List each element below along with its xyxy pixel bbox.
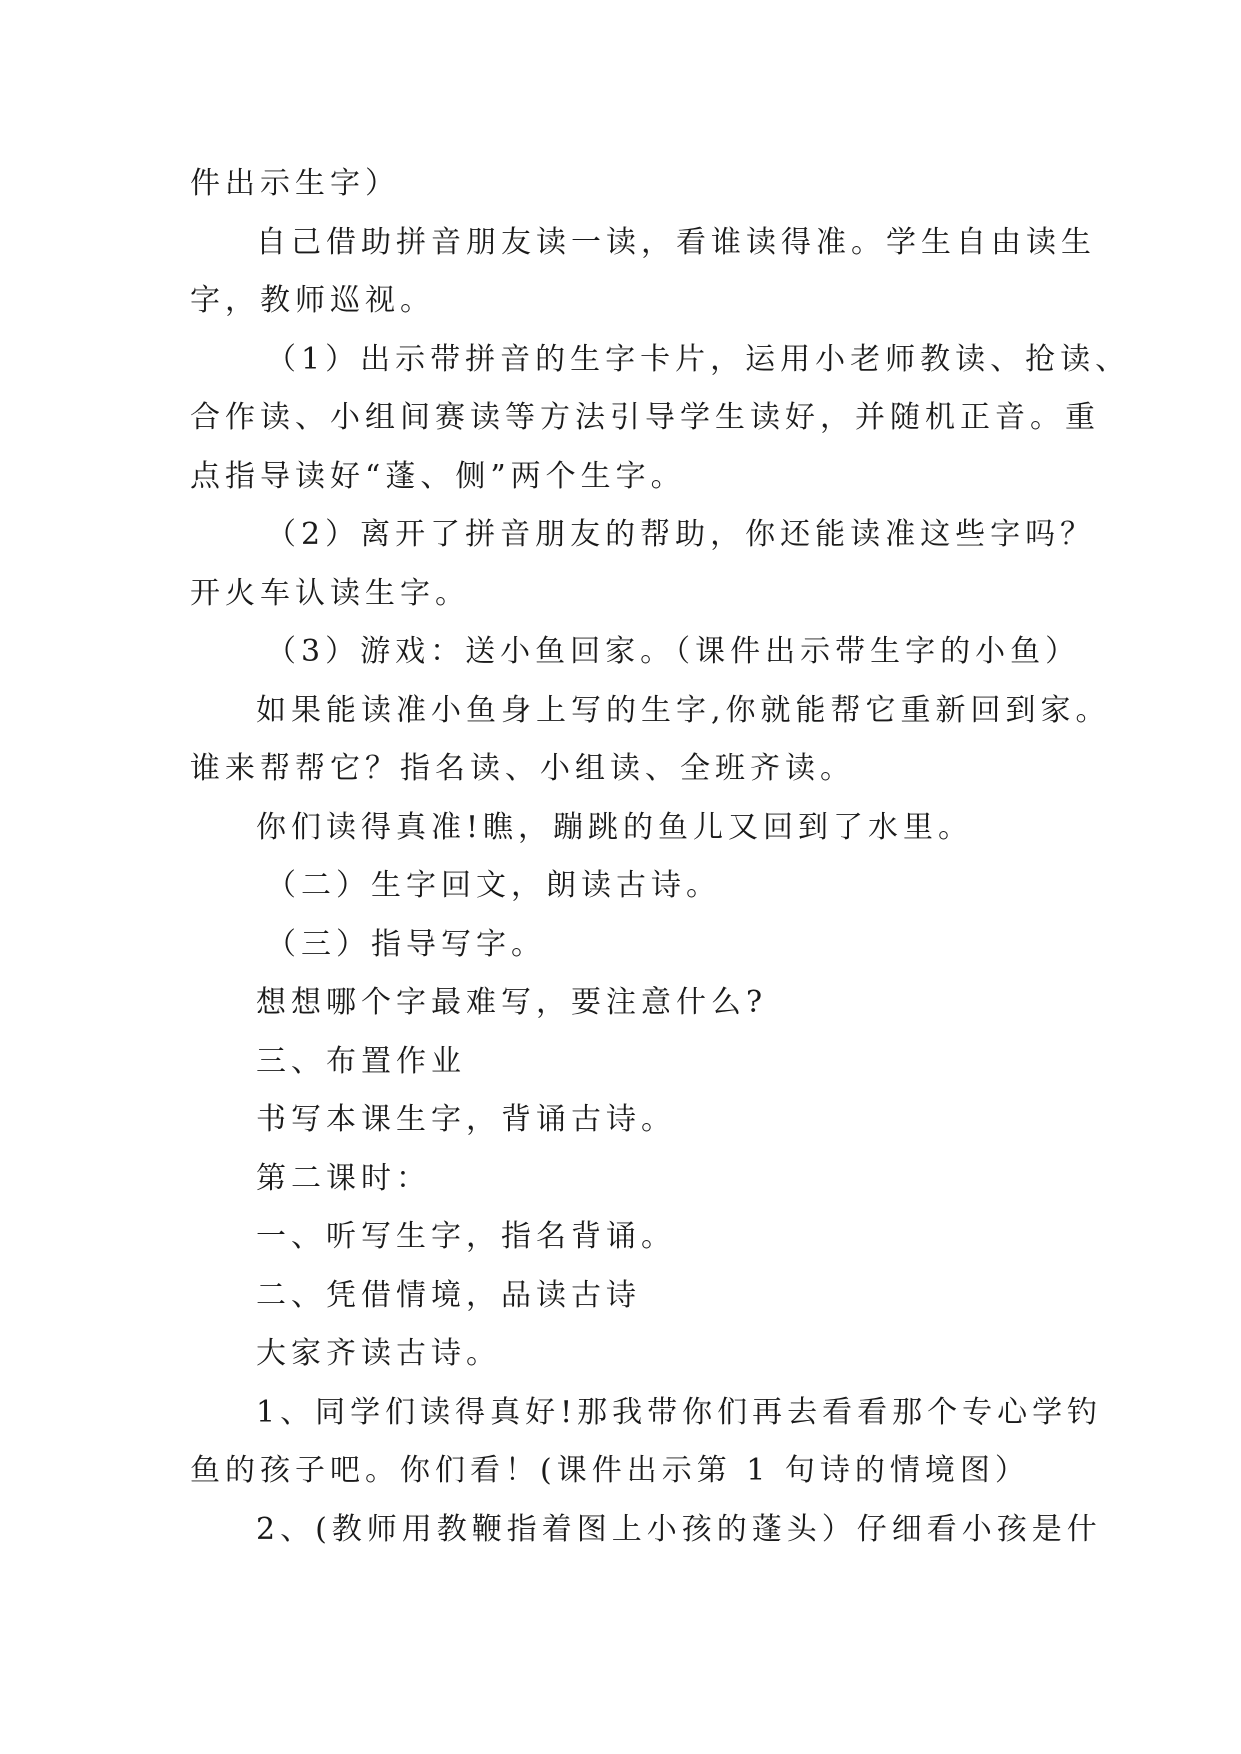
section-heading: 三、布置作业 — [256, 1043, 466, 1079]
text-line: （3）游戏：送小鱼回家。（课件出示带生字的小鱼） — [266, 634, 1081, 669]
text-line: 想想哪个字最难写，要注意什么? — [256, 985, 768, 1020]
text-line: 书写本课生字，背诵古诗。 — [256, 1102, 676, 1137]
text-line: 2、(教师用教鞭指着图上小孩的蓬头）仔细看小孩是什 — [256, 1511, 1102, 1547]
text-line: 件出示生字） — [190, 166, 400, 201]
section-heading: 一、听写生字，指名背诵。 — [256, 1219, 676, 1254]
text-line: 鱼的孩子吧。你们看！(课件出示第 1 句诗的情境图） — [190, 1453, 1030, 1488]
text-line: （二）生字回文，朗读古诗。 — [266, 868, 721, 903]
document-body — [190, 155, 1131, 1559]
text-line: （1）出示带拼音的生字卡片，运用小老师教读、抢读、 — [266, 341, 1131, 377]
text-line: 你们读得真准!瞧，蹦跳的鱼儿又回到了水里。 — [256, 809, 974, 845]
text-line: 1、同学们读得真好!那我带你们再去看看那个专心学钓 — [256, 1394, 1103, 1430]
section-heading: 第二课时： — [256, 1160, 431, 1196]
text-line: 如果能读准小鱼身上写的生字,你就能帮它重新回到家。 — [256, 692, 1111, 728]
text-line: 大家齐读古诗。 — [256, 1336, 501, 1371]
text-line: 点指导读好“蓬、侧”两个生字。 — [190, 458, 686, 494]
text-line: （三）指导写字。 — [266, 926, 546, 962]
text-line: 字，教师巡视。 — [190, 283, 435, 318]
text-line: 合作读、小组间赛读等方法引导学生读好，并随机正音。重 — [190, 400, 1100, 435]
text-line: 开火车认读生字。 — [190, 575, 470, 611]
text-line: 谁来帮帮它？指名读、小组读、全班齐读。 — [190, 751, 855, 786]
section-heading: 二、凭借情境，品读古诗 — [256, 1277, 641, 1313]
text-line: 自己借助拼音朋友读一读，看谁读得准。学生自由读生 — [256, 224, 1096, 260]
text-line: （2）离开了拼音朋友的帮助，你还能读准这些字吗？ — [266, 517, 1096, 552]
